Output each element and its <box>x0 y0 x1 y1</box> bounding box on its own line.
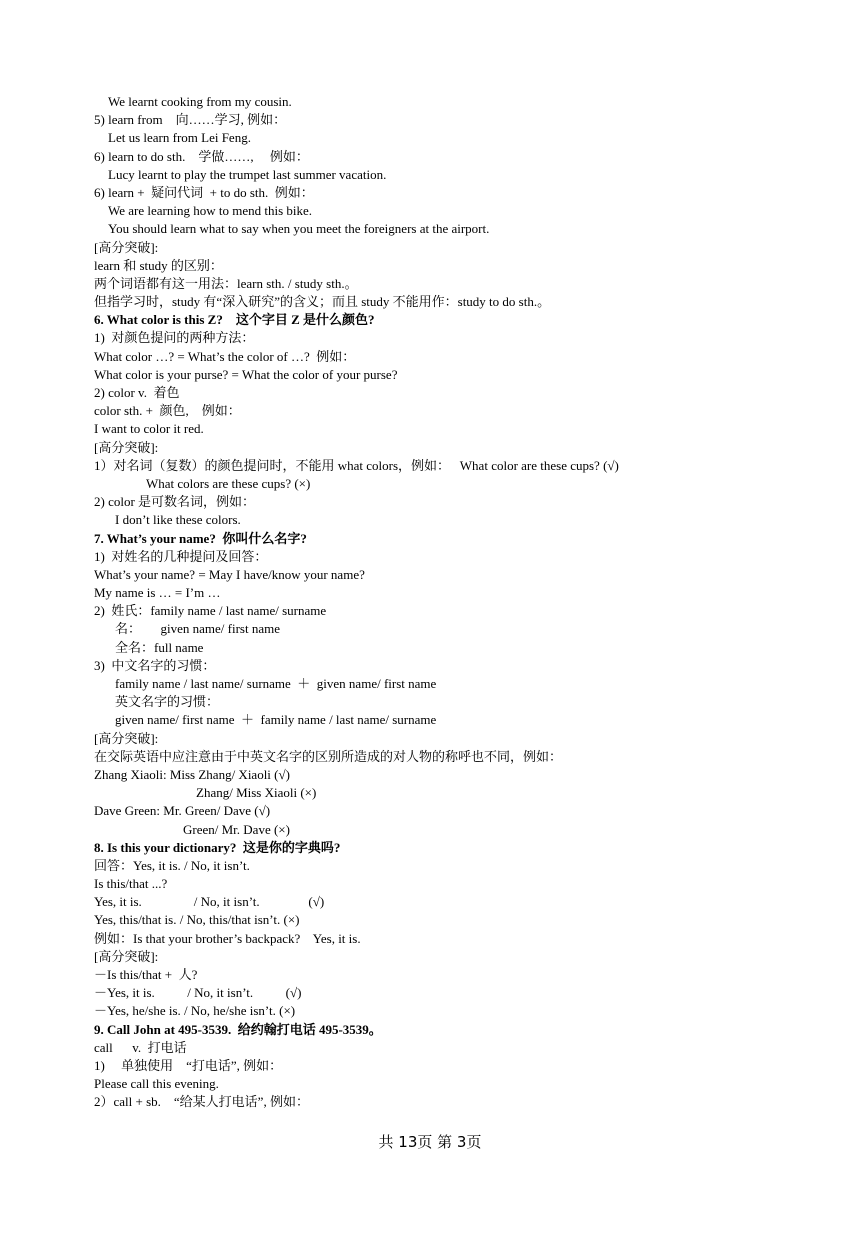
section-heading: 7. What’s your name? 你叫什么名字? <box>94 530 307 546</box>
text-line: Zhang/ Miss Xiaoli (×) <box>196 785 317 801</box>
text-line: What color …? = What’s the color of …? 例如： <box>94 348 356 364</box>
text-line: [高分突破]: <box>94 239 159 255</box>
text-line: 5) learn from 向……学习, 例如： <box>94 112 287 128</box>
text-line: Zhang Xiaoli: Miss Zhang/ Xiaoli (√) <box>94 766 290 782</box>
document-body <box>0 93 860 1112</box>
text-line: What colors are these cups? (×) <box>146 475 311 491</box>
text-line: We learnt cooking from my cousin. <box>108 94 292 109</box>
text-line: 6) learn + 疑问代词 + to do sth. 例如： <box>94 184 314 200</box>
text-line: 回答：Yes, it is. / No, it isn’t. <box>94 857 250 873</box>
text-line: －Yes, it is. / No, it isn’t. (√) <box>94 985 302 1001</box>
text-line: 名： given name/ first name <box>115 621 280 637</box>
text-line: You should learn what to say when you meet the foreigners at the airport. <box>108 221 490 237</box>
text-line: color sth. + 颜色, 例如： <box>94 403 241 419</box>
text-line: Please call this evening. <box>94 1076 219 1092</box>
text-line: 例如：Is that your brother’s backpack? Yes, it is. <box>94 930 361 946</box>
text-line: 全名：full name <box>115 639 204 655</box>
text-line: －Is this/that + 人? <box>94 967 198 982</box>
text-line: My name is … = I’m … <box>94 585 221 601</box>
text-line: 6) learn to do sth. 学做……, 例如： <box>94 148 309 164</box>
text-line: Green/ Mr. Dave (×) <box>183 821 290 837</box>
text-line: 在交际英语中应注意由于中英文名字的区别所造成的对人物的称呼也不同，例如： <box>94 748 563 764</box>
text-line: call v. 打电话 <box>94 1039 187 1055</box>
text-line: We are learning how to mend this bike. <box>108 203 313 219</box>
text-line: Dave Green: Mr. Green/ Dave (√) <box>94 803 271 819</box>
text-line: 但指学习时，study 有“深入研究”的含义；而且 study 不能用作：study to do sth.。 <box>94 294 551 310</box>
text-line: Is this/that ...? <box>94 876 168 892</box>
text-line: 1) 对颜色提问的两种方法： <box>94 330 255 346</box>
text-line: given name/ first name ＋ family name / last name/ surname <box>115 712 437 728</box>
text-line: [高分突破]: <box>94 730 159 746</box>
text-line: What color is your purse? = What the color of your purse? <box>94 366 398 382</box>
text-line: 2) 姓氏：family name / last name/ surname <box>94 603 327 619</box>
text-line: 1）对名词（复数）的颜色提问时，不能用 what colors，例如： What color are these cups? (√) <box>94 457 619 473</box>
text-line: 两个词语都有这一用法：learn sth. / study sth.。 <box>94 275 358 291</box>
text-line: 2) color 是可数名词，例如： <box>94 494 256 510</box>
page-footer: 共 13页 第 3页 <box>378 1133 482 1151</box>
text-line: learn 和 study 的区别： <box>94 257 223 273</box>
text-line: [高分突破]: <box>94 948 159 964</box>
section-heading: 9. Call John at 495-3539. 给约翰打电话 495-3539。 <box>94 1021 382 1037</box>
text-line: 英文名字的习惯： <box>115 694 220 710</box>
text-line: 1) 对姓名的几种提问及回答： <box>94 548 268 564</box>
text-line: I want to color it red. <box>94 421 204 437</box>
text-line: 1) 单独使用 “打电话”, 例如： <box>94 1057 283 1073</box>
text-line: I don’t like these colors. <box>115 512 241 528</box>
text-line: 3) 中文名字的习惯： <box>94 657 216 673</box>
text-line: Yes, this/that is. / No, this/that isn’t. (×) <box>94 912 300 928</box>
text-line: －Yes, he/she is. / No, he/she isn’t. (×) <box>94 1003 296 1019</box>
text-line: family name / last name/ surname ＋ given name/ first name <box>115 676 437 691</box>
text-line: Let us learn from Lei Feng. <box>108 130 251 146</box>
text-line: Lucy learnt to play the trumpet last summer vacation. <box>108 166 387 182</box>
text-line: [高分突破]: <box>94 439 159 455</box>
text-line: 2) color v. 着色 <box>94 385 180 400</box>
section-heading: 8. Is this your dictionary? 这是你的字典吗? <box>94 839 341 855</box>
text-line: 2）call + sb. “给某人打电话”, 例如： <box>94 1094 309 1110</box>
text-line: Yes, it is. / No, it isn’t. (√) <box>94 894 325 910</box>
section-heading: 6. What color is this Z? 这个字目 Z 是什么颜色? <box>94 312 375 328</box>
text-line: What’s your name? = May I have/know your name? <box>94 566 365 582</box>
